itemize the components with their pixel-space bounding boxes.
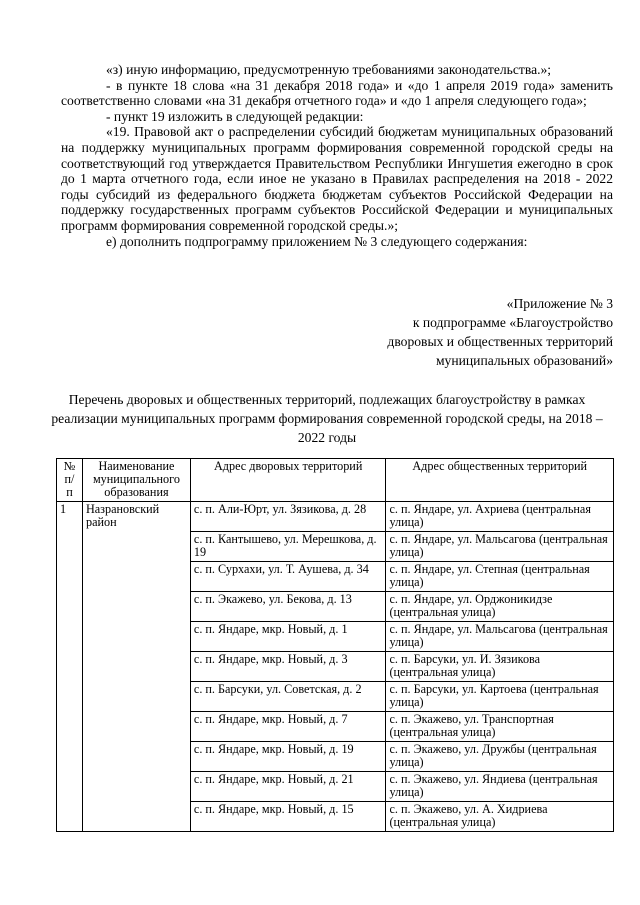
public-address-cell: с. п. Экажево, ул. Транспортная (центральная улица) bbox=[386, 712, 614, 742]
paragraph-3: - пункт 19 изложить в следующей редакции: bbox=[106, 108, 364, 124]
appendix-line-4: муниципальных образований» bbox=[435, 353, 613, 368]
paragraph-4: «19. Правовой акт о распределении субсидий бюджетам муниципальных образований на поддержку муниципальных программ формирования современной городской среды на соответствующий год утверждается Правительством Республики Ингушетия ежегодно в срок до 1 марта отчетного года, если иное не указано в Правилах распределения на 2018 - 2022 годы субсидий из федерального бюджета бюджетам субъектов Российской Федерации на поддержку государственных программ субъектов Российской Федерации и муниципальных программ формирования современной городской среды.»; bbox=[61, 124, 613, 233]
header-municipality: Наименование муниципального образования bbox=[82, 459, 190, 502]
public-address-cell: с. п. Яндаре, ул. Орджоникидзе (центральная улица) bbox=[386, 592, 614, 622]
paragraph-1: «з) иную информацию, предусмотренную требованиями законодательства.»; bbox=[106, 62, 552, 77]
header-yard-address: Адрес дворовых территорий bbox=[190, 459, 386, 502]
public-address-cell: с. п. Яндаре, ул. Мальсагова (центральная улица) bbox=[386, 622, 614, 652]
yard-address-cell: с. п. Яндаре, мкр. Новый, д. 3 bbox=[190, 652, 386, 682]
yard-address-cell: с. п. Яндаре, мкр. Новый, д. 15 bbox=[190, 802, 386, 832]
amendment-text bbox=[61, 62, 613, 249]
list-title: Перечень дворовых и общественных территорий, подлежащих благоустройству в рамках реализации муниципальных программ формирования современной городской среды, на 2018 – 2022 годы bbox=[51, 392, 603, 445]
public-address-cell: с. п. Барсуки, ул. И. Зязикова (центральная улица) bbox=[386, 652, 614, 682]
table-header-row bbox=[57, 459, 614, 502]
row-number-cell: 1 bbox=[57, 502, 83, 832]
yard-address-cell: с. п. Сурхахи, ул. Т. Аушева, д. 34 bbox=[190, 562, 386, 592]
appendix-line-3: дворовых и общественных территорий bbox=[387, 334, 613, 349]
yard-address-cell: с. п. Яндаре, мкр. Новый, д. 19 bbox=[190, 742, 386, 772]
header-number: № п/ п bbox=[57, 459, 83, 502]
public-address-cell: с. п. Экажево, ул. А. Хидриева (центральная улица) bbox=[386, 802, 614, 832]
appendix-header bbox=[387, 294, 613, 370]
public-address-cell: с. п. Яндаре, ул. Мальсагова (центральная улица) bbox=[386, 532, 614, 562]
header-public-address: Адрес общественных территорий bbox=[386, 459, 614, 502]
public-address-cell: с. п. Экажево, ул. Яндиева (центральная улица) bbox=[386, 772, 614, 802]
public-address-cell: с. п. Барсуки, ул. Картоева (центральная улица) bbox=[386, 682, 614, 712]
territories-table bbox=[56, 458, 614, 832]
public-address-cell: с. п. Яндаре, ул. Ахриева (центральная улица) bbox=[386, 502, 614, 532]
public-address-cell: с. п. Экажево, ул. Дружбы (центральная улица) bbox=[386, 742, 614, 772]
public-address-cell: с. п. Яндаре, ул. Степная (центральная улица) bbox=[386, 562, 614, 592]
yard-address-cell: с. п. Кантышево, ул. Мерешкова, д. 19 bbox=[190, 532, 386, 562]
yard-address-cell: с. п. Экажево, ул. Бекова, д. 13 bbox=[190, 592, 386, 622]
table-row bbox=[57, 502, 614, 532]
paragraph-2: - в пункте 18 слова «на 31 декабря 2018 года» и «до 1 апреля 2019 года» заменить соответственно словами «на 31 декабря отчетного года» и «до 1 апреля следующего года»; bbox=[61, 77, 613, 109]
appendix-line-1: «Приложение № 3 bbox=[506, 296, 613, 311]
yard-address-cell: с. п. Барсуки, ул. Советская, д. 2 bbox=[190, 682, 386, 712]
yard-address-cell: с. п. Яндаре, мкр. Новый, д. 21 bbox=[190, 772, 386, 802]
yard-address-cell: с. п. Яндаре, мкр. Новый, д. 1 bbox=[190, 622, 386, 652]
paragraph-5: е) дополнить подпрограмму приложением № 3 следующего содержания: bbox=[106, 233, 528, 249]
municipality-cell: Назрановский район bbox=[82, 502, 190, 832]
appendix-line-2: к подпрограмме «Благоустройство bbox=[412, 315, 613, 330]
yard-address-cell: с. п. Яндаре, мкр. Новый, д. 7 bbox=[190, 712, 386, 742]
yard-address-cell: с. п. Али-Юрт, ул. Зязикова, д. 28 bbox=[190, 502, 386, 532]
